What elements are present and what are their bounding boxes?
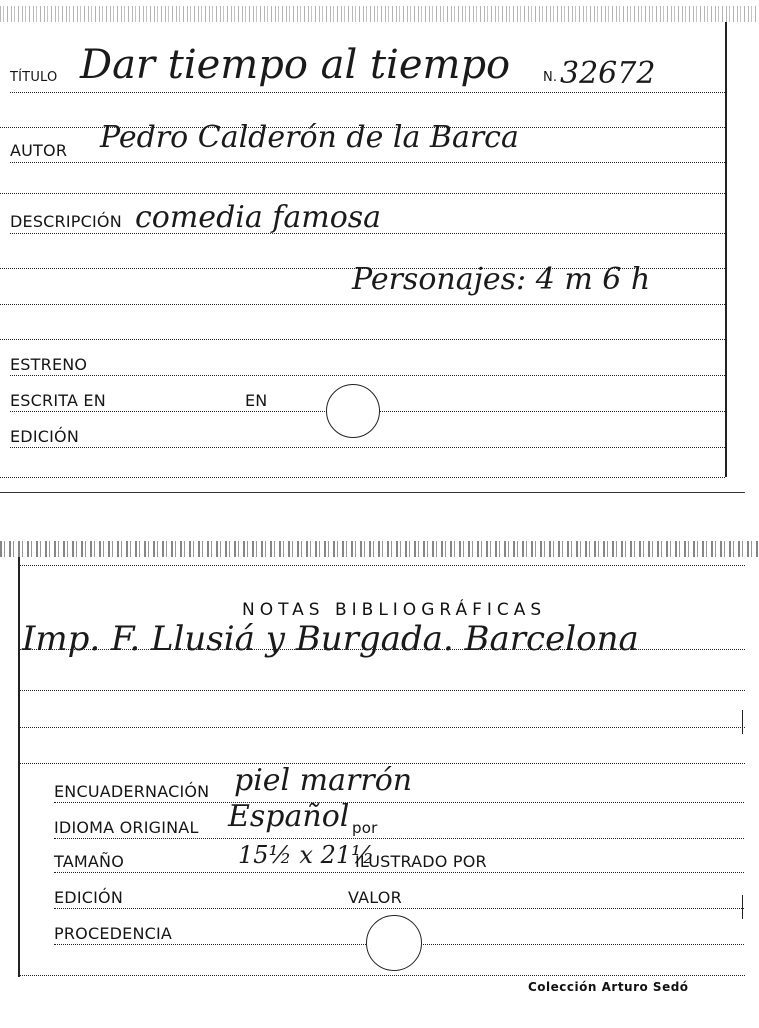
estreno-line <box>10 375 725 376</box>
estreno-label: ESTRENO <box>10 355 88 374</box>
encuadernacion-label: ENCUADERNACIÓN <box>54 782 210 801</box>
titulo-label: TÍTULO <box>10 70 58 85</box>
numero-label: N. <box>543 70 558 85</box>
numero-value: 32672 <box>560 56 656 91</box>
idioma-line <box>54 838 744 839</box>
rule-b2 <box>20 649 745 650</box>
ilustrado-label: ILUSTRADO POR <box>355 852 487 871</box>
descripcion-line <box>10 233 725 234</box>
autor-line <box>10 162 725 163</box>
notas-value: Imp. F. Llusiá y Burgada. Barcelona <box>22 619 639 659</box>
encuadernacion-line <box>54 802 744 803</box>
notas-heading: NOTAS BIBLIOGRÁFICAS <box>242 600 547 620</box>
procedencia-label: PROCEDENCIA <box>54 924 173 943</box>
en-label: EN <box>245 391 268 410</box>
card-top-edge-2 <box>0 541 759 557</box>
escrita-en-label: ESCRITA EN <box>10 391 106 410</box>
right-stroke-1 <box>742 710 743 734</box>
autor-value: Pedro Calderón de la Barca <box>100 120 519 155</box>
encuadernacion-value: piel marrón <box>234 763 413 798</box>
tamano-label: TAMAÑO <box>54 852 124 871</box>
rule-2 <box>0 193 725 194</box>
catalog-card-bottom <box>0 535 759 1028</box>
punch-hole-1 <box>326 384 380 438</box>
idioma-value: Español <box>228 799 350 834</box>
rule-b4 <box>20 727 745 728</box>
personajes-value: Personajes: 4 m 6 h <box>352 262 651 297</box>
collection-footer: Colección Arturo Sedó <box>528 980 689 994</box>
descripcion-label: DESCRIPCIÓN <box>10 212 122 231</box>
rule-6 <box>0 477 725 478</box>
rule-4 <box>0 304 725 305</box>
card-right-border <box>725 22 727 477</box>
autor-label: AUTOR <box>10 141 68 160</box>
rule-b3 <box>20 690 745 691</box>
edicion2-label: EDICIÓN <box>54 888 124 907</box>
edicion2-line <box>54 908 744 909</box>
right-stroke-2 <box>742 895 743 919</box>
tamano-line <box>54 872 744 873</box>
descripcion-value: comedia famosa <box>135 200 382 235</box>
card-separator <box>0 492 745 493</box>
card-top-edge <box>0 6 759 22</box>
rule-b1 <box>20 565 745 566</box>
catalog-card-top <box>0 0 759 495</box>
edicion-label: EDICIÓN <box>10 427 80 446</box>
edicion-line <box>10 447 725 448</box>
punch-hole-2 <box>366 915 422 971</box>
rule-b6 <box>20 975 745 976</box>
titulo-line <box>10 92 725 93</box>
idioma-label: IDIOMA ORIGINAL <box>54 818 199 837</box>
rule-5 <box>0 339 725 340</box>
valor-label: VALOR <box>348 888 402 907</box>
card-left-border <box>18 557 20 977</box>
por-label: por <box>352 819 378 837</box>
titulo-value: Dar tiempo al tiempo <box>80 42 511 88</box>
tamano-value: 15½ x 21½ <box>238 841 375 869</box>
